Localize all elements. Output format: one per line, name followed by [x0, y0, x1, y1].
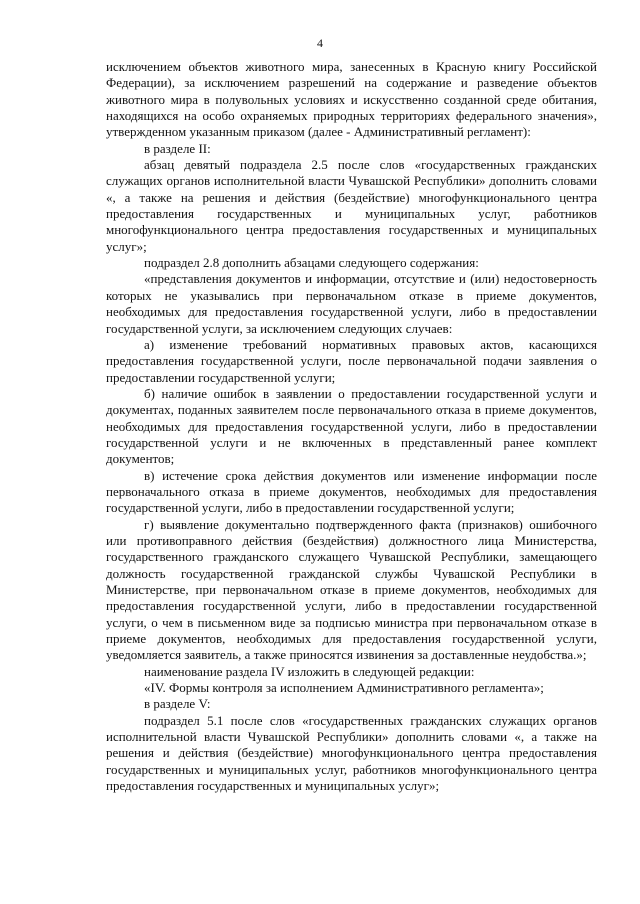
- paragraph-subsection-5-1: подраздел 5.1 после слов «государственных гражданских служащих органов исполнительной власти Чувашской Республики» дополнить словами «, а также на решения и действия (бездействие) многофункционального центра предоставления государственных и муниципальных услуг, работников многофункционального центра предоставления государственных и муниципальных услуг»;: [106, 712, 597, 794]
- paragraph-documents-info: «представления документов и информации, отсутствие и (или) недостоверность которых не указывались при первоначальном отказе в приеме документов, необходимых для предоставления государственной услуги, либо в предоставлении государственной услуги, за исключением следующих случаев:: [106, 271, 597, 336]
- paragraph-continuation: исключением объектов животного мира, занесенных в Красную книгу Российской Федерации), за исключением разрешений на содержание и разведение объектов животного мира в полувольных условиях и искусственно созданной среде обитания, находящихся на особо охраняемых природных территориях федерального значения», утвержденном указанным приказом (далее - Административный регламент):: [106, 59, 597, 140]
- paragraph-section-ii: в разделе II:: [144, 140, 211, 156]
- paragraph-item-v: в) истечение срока действия документов или изменение информации после первоначального отказа в приеме документов, необходимых для предоставления государственной услуги, либо в предоставлении государственной услуги;: [106, 467, 597, 516]
- paragraph-section-iv-title: наименование раздела IV изложить в следующей редакции:: [144, 663, 475, 679]
- paragraph-section-v: в разделе V:: [144, 696, 211, 712]
- document-body: [106, 59, 597, 794]
- paragraph-subsection-2-8: подраздел 2.8 дополнить абзацами следующего содержания:: [144, 255, 479, 271]
- paragraph-section-iv-new-name: «IV. Формы контроля за исполнением Административного регламента»;: [144, 680, 544, 696]
- paragraph-subsection-2-5: абзац девятый подраздела 2.5 после слов «государственных гражданских служащих органов исполнительной власти Чувашской Республики» дополнить словами «, а также на решения и действия (бездействие) многофункционального центра предоставления государственных и муниципальных услуг, работников многофункционального центра предоставления государственных и муниципальных услуг»;: [106, 157, 597, 254]
- paragraph-item-b: б) наличие ошибок в заявлении о предоставлении государственной услуги и документах, поданных заявителем после первоначального отказа в приеме документов, необходимых для предоставления государственной услуги, либо в предоставлении государственной услуги и не включенных в представленный ранее комплект документов;: [106, 385, 597, 467]
- paragraph-item-a: а) изменение требований нормативных правовых актов, касающихся предоставления государственной услуги, после первоначальной подачи заявления о предоставлении государственной услуги;: [106, 336, 597, 385]
- paragraph-item-g: г) выявление документально подтвержденного факта (признаков) ошибочного или противоправного действия (бездействия) должностного лица Министерства, государственного гражданского служащего Чувашской Республики, замещающего должность государственной гражданской службы Чувашской Республики в Министерстве, при первоначальном отказе в приеме документов, необходимых для предоставления государственной услуги, либо в предоставлении государственной услуги, о чем в письменном виде за подписью министра при первоначальном отказе в приеме документов, необходимых для предоставления государственной услуги, уведомляется заявитель, а также приносятся извинения за доставленные неудобства.»;: [106, 516, 597, 663]
- page-number: 4: [317, 36, 323, 50]
